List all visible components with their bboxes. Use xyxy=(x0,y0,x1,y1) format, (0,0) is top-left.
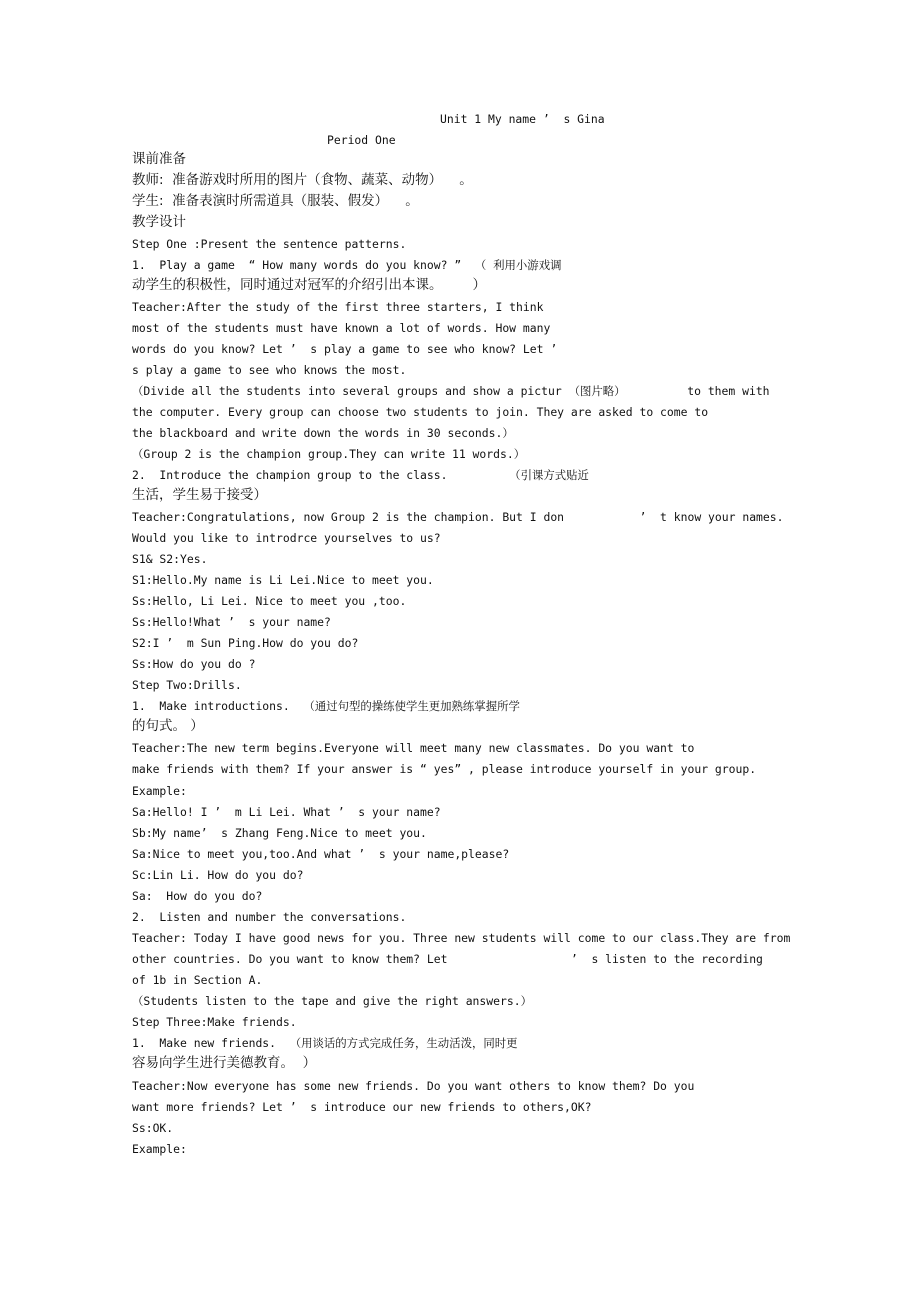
text-line: Example: xyxy=(132,784,187,798)
text-line: Step Three:Make friends. xyxy=(132,1015,297,1029)
text-line: want more friends? Let ’ s introduce our new friends to others,OK? xyxy=(132,1100,592,1114)
text-line: S2:I ’ m Sun Ping.How do you do? xyxy=(132,636,359,650)
text-line: Sc:Lin Li. How do you do? xyxy=(132,868,304,882)
text-line: 动学生的积极性，同时通过对冠军的介绍引出本课。 ） xyxy=(132,277,487,293)
text-line: Step One :Present the sentence patterns. xyxy=(132,237,407,251)
text-line: Teacher:After the study of the first three starters, I think xyxy=(132,300,544,314)
text-line: S1& S2:Yes. xyxy=(132,552,208,566)
text-line: Teacher:Congratulations, now Group 2 is the champion. But I don ’ t know your names. xyxy=(132,510,784,524)
text-line: （Students listen to the tape and give the right answers.） xyxy=(132,994,532,1008)
text-line: the computer. Every group can choose two students to join. They are asked to come to xyxy=(132,405,709,419)
text-line: Sa:Nice to meet you,too.And what ’ s your name,please? xyxy=(132,847,510,861)
text-line: most of the students must have known a lot of words. How many xyxy=(132,321,551,335)
text-line: Ss:Hello!What ’ s your name? xyxy=(132,615,331,629)
text-line: other countries. Do you want to know them? Let ’ s listen to the recording xyxy=(132,952,763,966)
text-line: 1. Play a game “ How many words do you know? ” （ 利用小游戏调 xyxy=(132,258,562,272)
text-line: 容易向学生进行美德教育。 ） xyxy=(132,1055,317,1071)
text-line: （Group 2 is the champion group.They can write 11 words.） xyxy=(132,447,526,461)
text-line: Step Two:Drills. xyxy=(132,678,242,692)
section-heading: 课前准备 xyxy=(132,151,186,167)
text-line: Sb:My name’ s Zhang Feng.Nice to meet you. xyxy=(132,826,427,840)
document-title: Unit 1 My name ’ s Gina xyxy=(440,112,605,126)
text-line: the blackboard and write down the words in 30 seconds.） xyxy=(132,426,514,440)
text-line: 学生: 准备表演时所需道具（服装、假发） 。 xyxy=(132,193,419,209)
text-line: Teacher:Now everyone has some new friends. Do you want others to know them? Do you xyxy=(132,1079,695,1093)
text-line: （Divide all the students into several groups and show a pictur （图片略） to them with xyxy=(132,384,770,398)
text-line: S1:Hello.My name is Li Lei.Nice to meet you. xyxy=(132,573,434,587)
text-line: Ss:How do you do ? xyxy=(132,657,256,671)
text-line: Ss:OK. xyxy=(132,1121,174,1135)
document-subtitle: Period One xyxy=(327,133,396,147)
text-line: Would you like to introdrce yourselves to us? xyxy=(132,531,441,545)
text-line: 教师: 准备游戏时所用的图片（食物、蔬菜、动物） 。 xyxy=(132,172,473,188)
text-line: 1. Make introductions. （通过句型的操练使学生更加熟练掌握所学 xyxy=(132,699,520,713)
text-line: 2. Listen and number the conversations. xyxy=(132,910,407,924)
text-line: Teacher: Today I have good news for you. Three new students will come to our class.They are from xyxy=(132,931,791,945)
text-line: 1. Make new friends. （用谈话的方式完成任务，生动活泼，同时更 xyxy=(132,1036,518,1050)
text-line: Ss:Hello, Li Lei. Nice to meet you ,too. xyxy=(132,594,407,608)
text-line: 的句式。 ） xyxy=(132,718,204,734)
text-line: of 1b in Section A. xyxy=(132,973,263,987)
text-line: 2. Introduce the champion group to the class. （引课方式贴近 xyxy=(132,468,589,482)
text-line: Sa: How do you do? xyxy=(132,889,263,903)
text-line: Sa:Hello! I ’ m Li Lei. What ’ s your name? xyxy=(132,805,441,819)
text-line: 生活，学生易于接受） xyxy=(132,487,267,503)
section-heading: 教学设计 xyxy=(132,214,186,230)
text-line: make friends with them? If your answer is “ yes” , please introduce yourself in your group. xyxy=(132,762,757,776)
text-line: words do you know? Let ’ s play a game to see who know? Let ’ xyxy=(132,342,558,356)
text-line: Example: xyxy=(132,1142,187,1156)
text-line: Teacher:The new term begins.Everyone will meet many new classmates. Do you want to xyxy=(132,741,695,755)
text-line: s play a game to see who knows the most. xyxy=(132,363,407,377)
